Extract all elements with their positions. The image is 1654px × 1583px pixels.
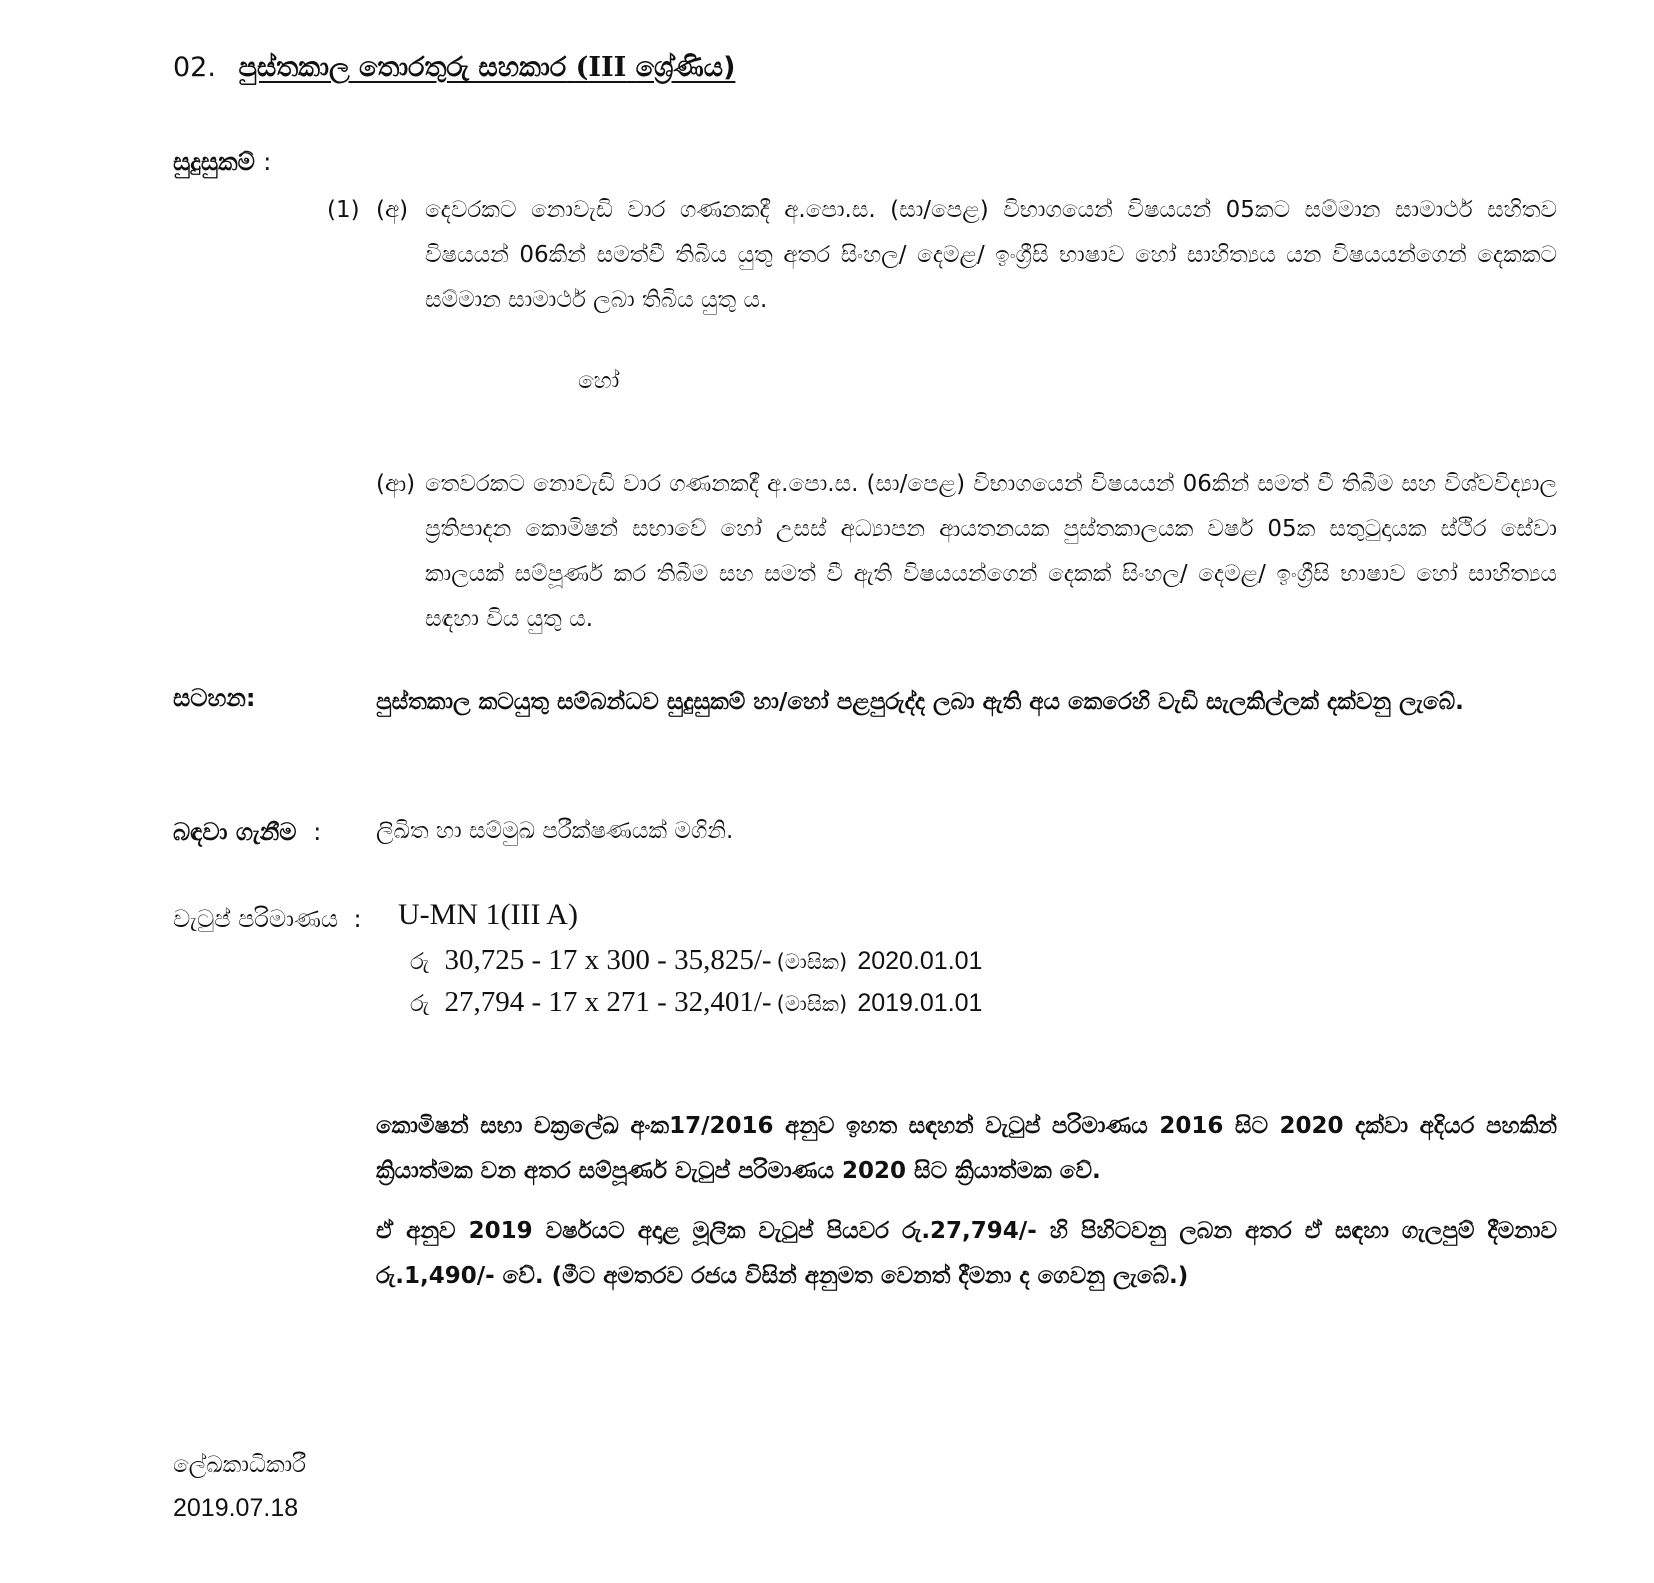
salary-row (410, 944, 982, 977)
salary-effective-date: 2020.01.01 (857, 947, 983, 975)
currency-symbol: රු (410, 991, 430, 1017)
currency-symbol: රු (410, 949, 430, 975)
qualifications-label (173, 148, 271, 176)
signature-date: 2019.07.18 (173, 1494, 299, 1522)
note-label: සටහන: (173, 684, 256, 712)
salary-scale: 27,794 - 17 x 271 - 32,401/- (444, 986, 772, 1018)
salary-label (173, 905, 362, 933)
grade-roman: III (588, 52, 627, 83)
note-text: පුස්තකාල කටයුතු සම්බන්ධව සුදුසුකම් හා/හෝ පළපුරුද්ද ලබා ඇති අය කෙරෙහි වැඩි සැලකිල්ලක් දක්වනු ලැබේ. (376, 689, 1464, 715)
recruitment-colon: : (313, 818, 322, 846)
recruitment-label (173, 818, 321, 846)
salary-colon: : (353, 905, 362, 933)
qualifications-label-text: සුදුසුකම් (173, 148, 255, 176)
salary-period: (මාසික) (776, 992, 848, 1016)
grade-word: ශ්‍රේණිය) (635, 52, 736, 83)
section-title (239, 52, 736, 83)
circular-paragraph-1: කොමිෂන් සභා චක්‍රලේඛ අංක17/2016 අනුව ඉහත සඳහන් වැටුප් පරිමාණය 2016 සිට 2020 දක්වා අදියර පහකින් ක්‍රියාත්මක වන අතර සම්පූර්ණ වැටුප් පරිමාණය 2020 සිට ක්‍රියාත්මක වේ. (376, 1113, 1557, 1184)
post-name: පුස්තකාල තොරතුරු සහකාර (238, 52, 567, 83)
section-number: 02. (173, 52, 216, 83)
grade-open: ( (575, 52, 589, 83)
qualifications-colon: : (263, 148, 272, 176)
circular-paragraph-2: ඒ අනුව 2019 වර්ෂයට අදාළ මූලික වැටුප් පියවර රු.27,794/- හි පිහිටවනු ලබන අතර ඒ සඳහා ගැලපුම් දීමනාව රු.1,490/- වේ. (මීට අමතරව රජය විසින් අනුමත වෙනත් දීමනා ද ගෙවනු ලැබේ.) (376, 1218, 1557, 1289)
salary-code: U-MN 1(III A) (398, 898, 578, 931)
option-a-marker: (අ) (376, 197, 409, 223)
option-aa-text: තෙවරකට නොවැඩි වාර ගණනකදී අ.පො.ස. (සා/පෙළ) විභාගයෙන් විෂයයන් 06කින් සමත් වී තිබීම සහ විශ්වවිද්‍යාල ප්‍රතිපාදන කොමිෂන් සභාවේ හෝ උසස් අධ්‍යාපන ආයතනයක පුස්තකාලයක වර්ෂ 05ක සතුටුදායක ස්ථිර සේවා කාලයක් සම්පූර්ණ කර තිබීම සහ සමත් වී ඇති විෂයයන්ගෙන් දෙකක් සිංහල/ දෙමළ/ ඉංග්‍රීසි භාෂාව හෝ සාහිත්‍යය සඳහා විය යුතු ය. (425, 471, 1557, 632)
item-number: (1) (327, 197, 360, 223)
or-text: හෝ (578, 368, 620, 394)
salary-scale: 30,725 - 17 x 300 - 35,825/- (444, 944, 772, 976)
recruitment-label-text: බඳවා ගැනීම (173, 818, 297, 846)
section-heading (173, 52, 735, 84)
option-a-text: දෙවරකට නොවැඩි වාර ගණනකදී අ.පො.ස. (සා/පෙළ) විභාගයෙන් විෂයයන් 05කට සම්මාන සාමාර්ථ සහිතව විෂයයන් 06කින් සමත්වී තිබිය යුතු අතර සිංහල/ දෙමළ/ ඉංග්‍රීසි භාෂාව හෝ සාහිත්‍යය යන විෂයයන්ගෙන් දෙකකට සම්මාන සාමාර්ථ ලබා තිබිය යුතු ය. (425, 197, 1557, 313)
salary-effective-date: 2019.01.01 (857, 989, 983, 1017)
salary-row (410, 986, 982, 1019)
recruitment-text: ලිඛිත හා සම්මුඛ පරීක්ෂණයක් මගිනි. (376, 818, 734, 844)
signatory-title: ලේඛකාධිකාරී (173, 1452, 307, 1478)
option-aa-marker: (ආ) (376, 471, 416, 497)
salary-period: (මාසික) (776, 950, 848, 974)
salary-label-text: වැටුප් පරිමාණය (173, 905, 339, 933)
